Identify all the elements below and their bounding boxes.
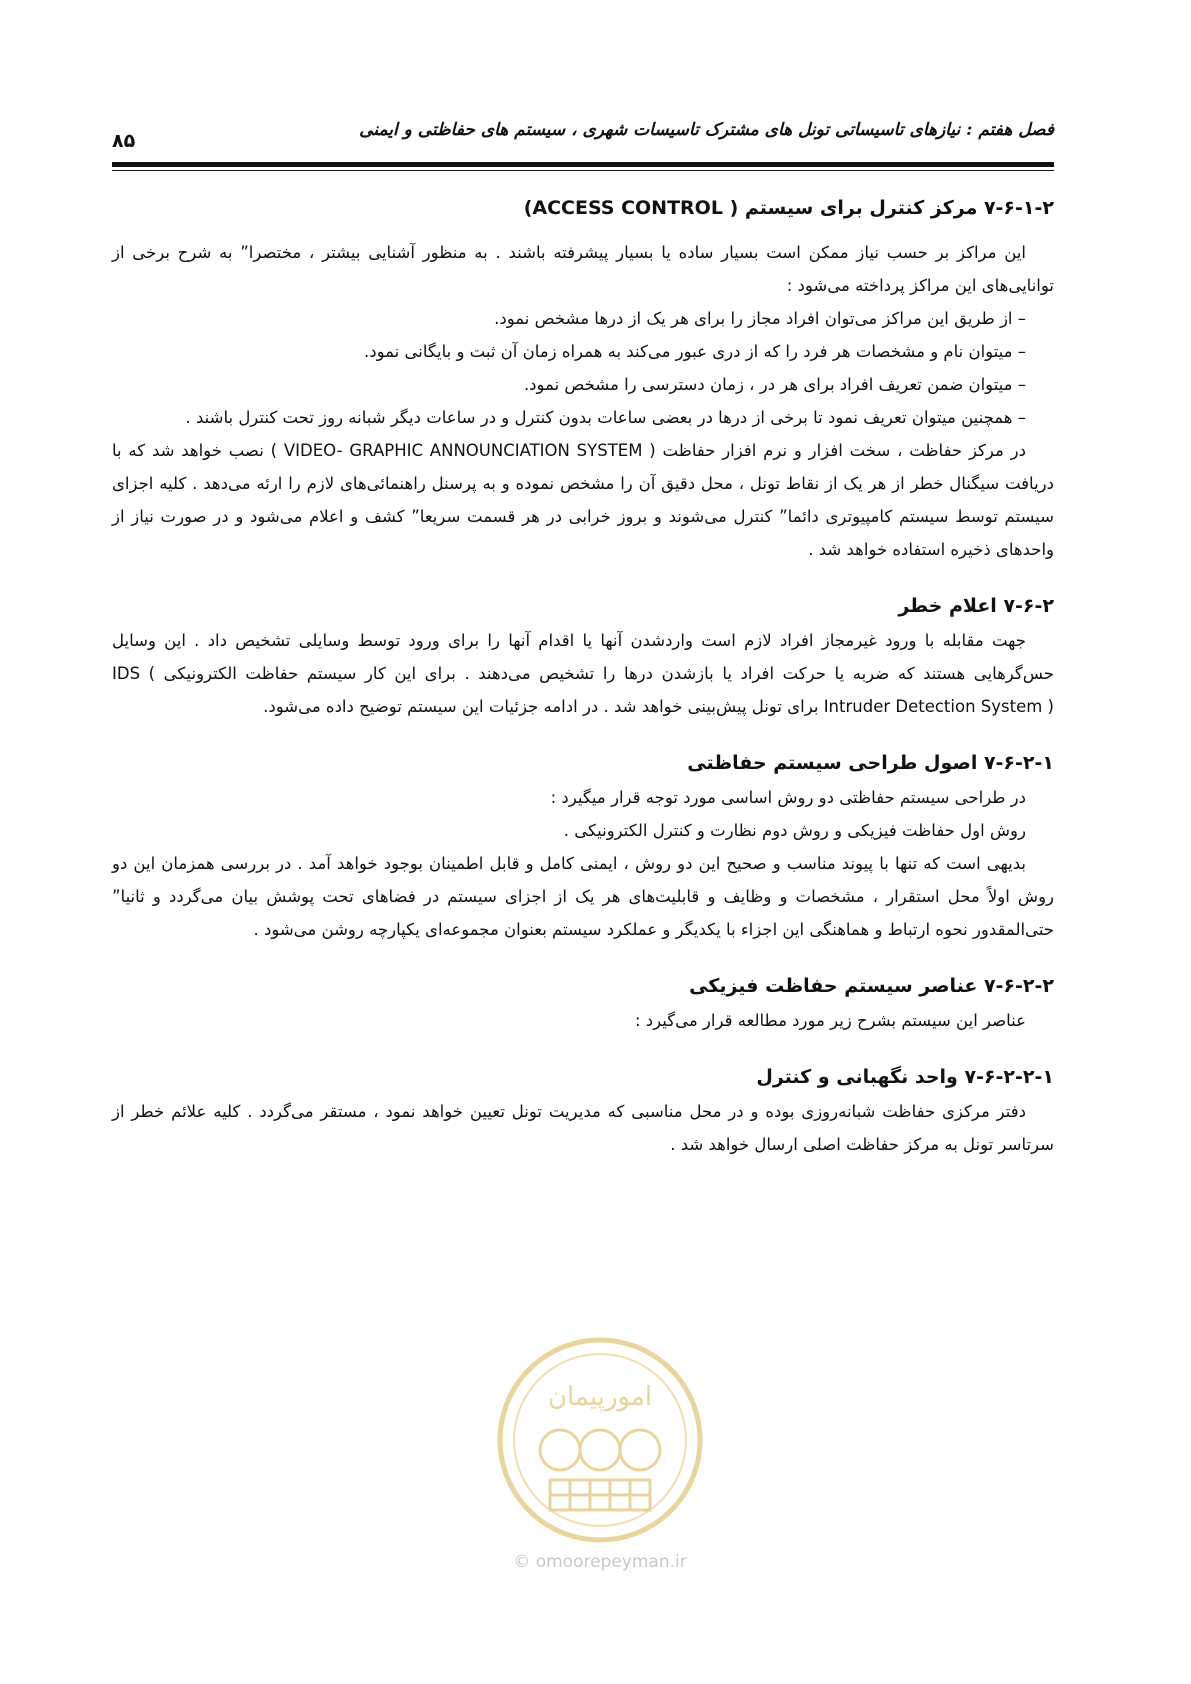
- chapter-title: فصل هفتم : نیازهای تاسیساتی تونل های مشترک تاسیسات شهری ، سیستم های حفاظتی و ایمنی: [359, 120, 1054, 140]
- paragraph-control-center: در مرکز حفاظت ، سخت افزار و نرم افزار حفاظت ( VIDEO- GRAPHIC ANNOUNCIATION SYSTEM ) نصب خواهد شد که با دریافت سیگنال خطر از هر یک از نقاط تونل ، محل دقیق آن را مشخص نموده و به پرسنل راهنمائی‌های لازم را ارئه می‌دهد . کلیه اجزای سیستم توسط سیستم کامپیوتری دائما” کنترل می‌شوند و بروز خرابی در هر قسمت سریعا” کشف و اعلام می‌شود و در صورت نیاز از واحدهای ذخیره استفاده خواهد شد .: [112, 441, 1054, 559]
- bullet-item-3: – میتوان ضمن تعریف افراد برای هر در ، زمان دسترسی را مشخص نمود.: [523, 375, 1026, 394]
- watermark-site: © omoorepeyman.ir: [513, 1552, 687, 1572]
- page-number: ۸۵: [112, 130, 136, 152]
- bullet-item-4: – همچنین میتوان تعریف نمود تا برخی از درها در بعضی ساعات بدون کنترل و در ساعات دیگر شبانه روز تحت کنترل باشند .: [185, 408, 1026, 427]
- bullet-item-1: – از طریق این مراکز می‌توان افراد مجاز را برای هر یک از درها مشخص نمود.: [494, 309, 1026, 328]
- copyright-icon: ©: [513, 1552, 531, 1572]
- header-rule-thick: [112, 162, 1054, 167]
- paragraph-intro: این مراکز بر حسب نیاز ممکن است بسیار ساده یا بسیار پیشرفته باشند . به منظور آشنایی بیشتر ، مختصرا” به شرح برخی از توانایی‌های این مراکز پرداخته می‌شود :: [112, 243, 1054, 295]
- heading-7-6-2-2: ۷-۶-۲-۲ عناصر سیستم حفاظت فیزیکی: [689, 975, 1054, 997]
- paragraph-design-body: بدیهی است که تنها با پیوند مناسب و صحیح این دو روش ، ایمنی کامل و قابل اطمینان بوجود خواهد آمد . در بررسی همزمان این دو روش اولاً محل استقرار ، مشخصات و وظایف و قابلیت‌های هر یک از اجزای سیستم در فضاهای تحت پوشش بیان می‌گردد و ثانیا” حتی‌المقدور نحوه ارتباط و هماهنگی این اجزاء با یکدیگر و عملکرد سیستم بعنوان مجموعه‌ای یکپارچه روشن می‌شود .: [112, 854, 1054, 939]
- page-content: [112, 190, 1054, 1161]
- paragraph-alarm: جهت مقابله با ورود غیرمجاز افراد لازم است واردشدن آنها یا اقدام آنها را برای ورود توسط وسایلی تشخیص داد . این وسایل حس‌گرهایی هستند که ضربه یا حرکت افراد یا بازشدن درها را تشخیص می‌دهند . برای این کار سیستم حفاظت الکترونیکی IDS ( Intruder Detection System ) برای تونل پیش‌بینی خواهد شد . در ادامه جزئیات این سیستم توضیح داده می‌شود.: [112, 631, 1055, 716]
- heading-7-6-2: ۷-۶-۲ اعلام خطر: [898, 595, 1054, 617]
- watermark-seal-icon: [490, 1330, 710, 1550]
- page-header: [112, 112, 1054, 152]
- watermark-logo: [490, 1330, 710, 1570]
- heading-7-6-1-2: ۷-۶-۱-۲ مرکز کنترل برای سیستم ( ACCESS CONTROL): [523, 197, 1054, 219]
- bullet-item-2: – میتوان نام و مشخصات هر فرد را که از دری عبور می‌کند به همراه زمان آن ثبت و بایگانی نمود.: [364, 342, 1026, 361]
- heading-7-6-2-1: ۷-۶-۲-۱ اصول طراحی سیستم حفاظتی: [687, 752, 1054, 774]
- paragraph-design-line1: در طراحی سیستم حفاظتی دو روش اساسی مورد توجه قرار میگیرد :: [550, 788, 1026, 807]
- paragraph-physical-elements: عناصر این سیستم بشرح زیر مورد مطالعه قرار می‌گیرد :: [634, 1011, 1026, 1030]
- svg-text:امورپیمان: امورپیمان: [547, 1382, 653, 1412]
- paragraph-design-line2: روش اول حفاظت فیزیکی و روش دوم نظارت و کنترل الکترونیکی .: [563, 821, 1026, 840]
- heading-7-6-2-2-1: ۷-۶-۲-۲-۱ واحد نگهبانی و کنترل: [756, 1066, 1054, 1088]
- header-rule-thin: [112, 170, 1054, 171]
- paragraph-guard-unit: دفتر مرکزی حفاظت شبانه‌روزی بوده و در محل مناسبی که مدیریت تونل تعیین خواهد نمود ، مستقر می‌گردد . کلیه علائم خطر از سرتاسر تونل به مرکز حفاظت اصلی ارسال خواهد شد .: [112, 1102, 1054, 1154]
